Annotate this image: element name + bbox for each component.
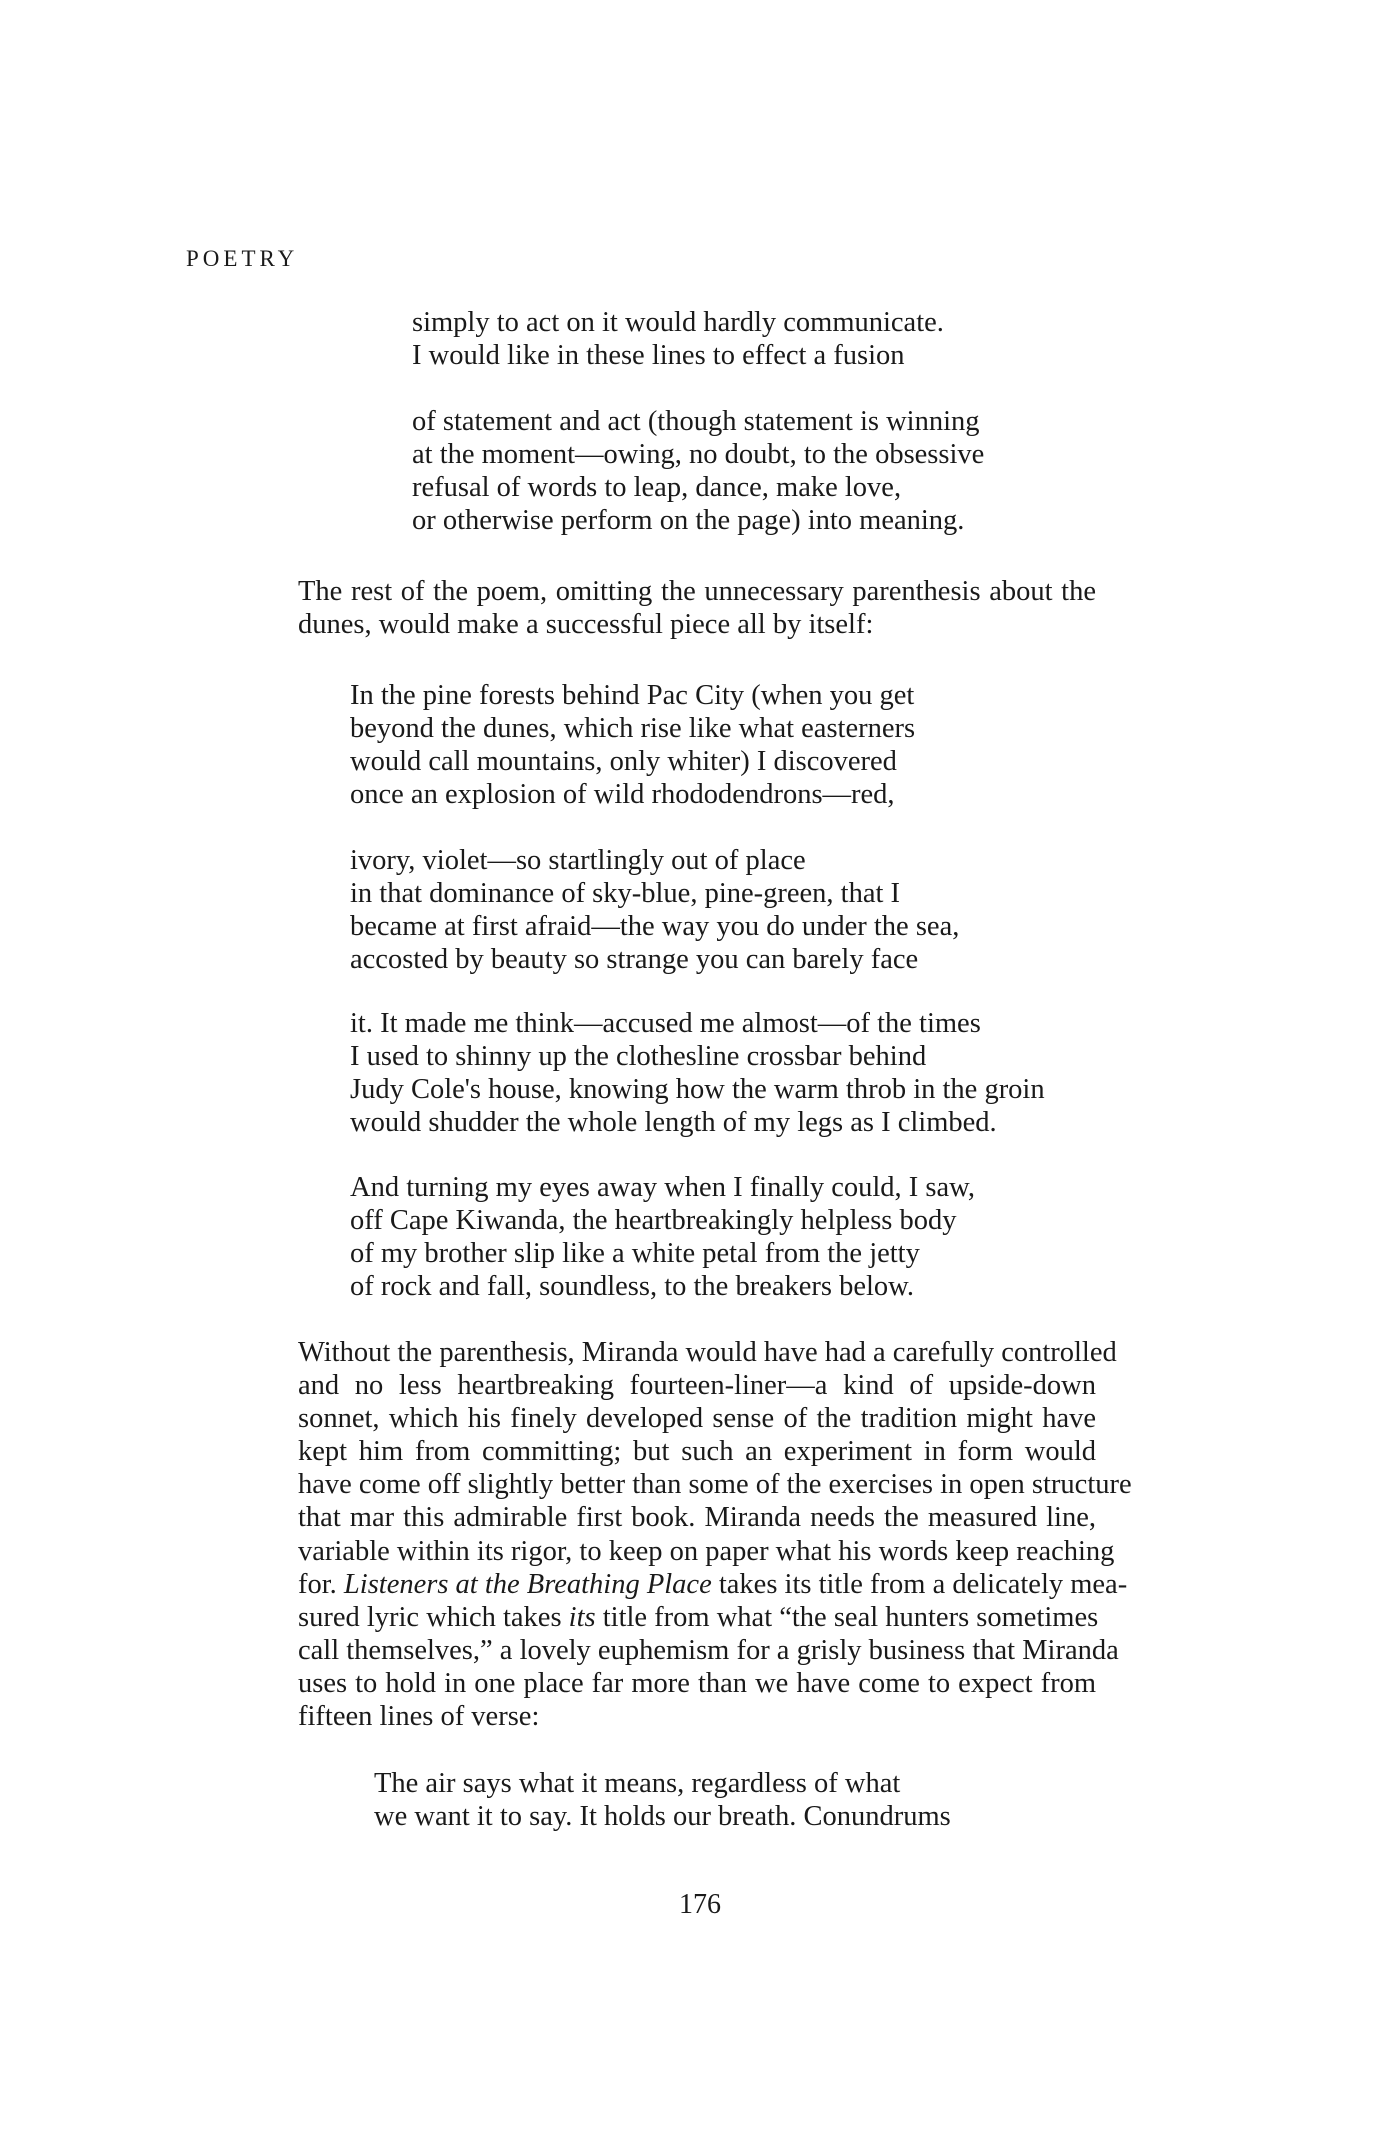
prose-line: fifteen lines of verse: xyxy=(298,1701,540,1733)
poem-2-stanza xyxy=(374,1767,951,1833)
prose-line: kept him from committing; but such an experiment in form would xyxy=(298,1436,1096,1468)
poem-stanza-1 xyxy=(350,679,915,811)
poem-stanza-4 xyxy=(350,1171,975,1303)
prose-line: Without the parenthesis, Miranda would have had a carefully controlled xyxy=(298,1337,1117,1368)
prose-line xyxy=(298,1568,1128,1601)
verse-line: became at first afraid—the way you do under the sea, xyxy=(350,911,960,942)
verse-line: would shudder the whole length of my legs as I climbed. xyxy=(350,1107,997,1138)
verse-line: of rock and fall, soundless, to the breakers below. xyxy=(350,1271,915,1302)
prose-line: that mar this admirable first book. Miranda needs the measured line, xyxy=(298,1502,1096,1534)
verse-line: or otherwise perform on the page) into meaning. xyxy=(412,505,965,536)
prose-line: variable within its rigor, to keep on paper what his words keep reaching xyxy=(298,1535,1115,1567)
verse-line: off Cape Kiwanda, the heartbreakingly helpless body xyxy=(350,1205,957,1236)
prose-text: for. xyxy=(298,1568,344,1600)
page-number: 176 xyxy=(679,1889,721,1920)
verse-line: once an explosion of wild rhododendrons—red, xyxy=(350,779,895,810)
running-head: POETRY xyxy=(186,246,299,271)
verse-line: I would like in these lines to effect a fusion xyxy=(412,340,905,371)
verse-line: of statement and act (though statement is winning xyxy=(412,406,980,437)
paragraph-2 xyxy=(298,1336,1132,1733)
prose-line: and no less heartbreaking fourteen-liner—a kind of upside-down xyxy=(298,1370,1096,1402)
prose-line: The rest of the poem, omitting the unnecessary parenthesis about the xyxy=(298,576,1096,607)
verse-line: In the pine forests behind Pac City (when you get xyxy=(350,680,915,711)
verse-line: simply to act on it would hardly communicate. xyxy=(412,307,944,338)
verse-line: refusal of words to leap, dance, make love, xyxy=(412,472,902,503)
verse-line: accosted by beauty so strange you can barely face xyxy=(350,944,919,975)
quote-stanza-b xyxy=(412,405,984,537)
verse-line: Judy Cole's house, knowing how the warm throb in the groin xyxy=(350,1074,1045,1105)
poem-stanza-3 xyxy=(350,1007,1045,1139)
verse-line: ivory, violet—so startlingly out of place xyxy=(350,845,806,876)
prose-line: sonnet, which his finely developed sense of the tradition might have xyxy=(298,1403,1096,1435)
verse-line: beyond the dunes, which rise like what easterners xyxy=(350,713,916,744)
prose-line: call themselves,” a lovely euphemism for a grisly business that Miranda xyxy=(298,1634,1119,1666)
verse-line: it. It made me think—accused me almost—of the times xyxy=(350,1008,981,1039)
verse-line: And turning my eyes away when I finally could, I saw, xyxy=(350,1172,975,1203)
quote-stanza-a xyxy=(412,306,944,372)
paragraph-1 xyxy=(298,575,1096,641)
verse-line: would call mountains, only whiter) I discovered xyxy=(350,746,897,777)
verse-line: of my brother slip like a white petal from the jetty xyxy=(350,1238,920,1269)
prose-text: title from what “the seal hunters sometimes xyxy=(595,1601,1099,1633)
prose-line xyxy=(298,1601,1099,1634)
emphasis-its: its xyxy=(568,1601,596,1633)
prose-text: sured lyric which takes xyxy=(298,1601,569,1633)
poem-stanza-2 xyxy=(350,844,959,976)
prose-text: takes its title from a delicately mea- xyxy=(711,1568,1128,1600)
prose-line: have come off slightly better than some of the exercises in open structure xyxy=(298,1469,1132,1501)
verse-line: in that dominance of sky-blue, pine-green, that I xyxy=(350,878,901,909)
verse-line: at the moment—owing, no doubt, to the obsessive xyxy=(412,439,985,470)
verse-line: we want it to say. It holds our breath. Conundrums xyxy=(374,1801,951,1832)
book-title: Listeners at the Breathing Place xyxy=(343,1568,712,1600)
verse-line: I used to shinny up the clothesline crossbar behind xyxy=(350,1041,927,1072)
prose-line: dunes, would make a successful piece all by itself: xyxy=(298,609,874,641)
prose-line: uses to hold in one place far more than we have come to expect from xyxy=(298,1667,1096,1699)
verse-line: The air says what it means, regardless of what xyxy=(374,1768,901,1799)
